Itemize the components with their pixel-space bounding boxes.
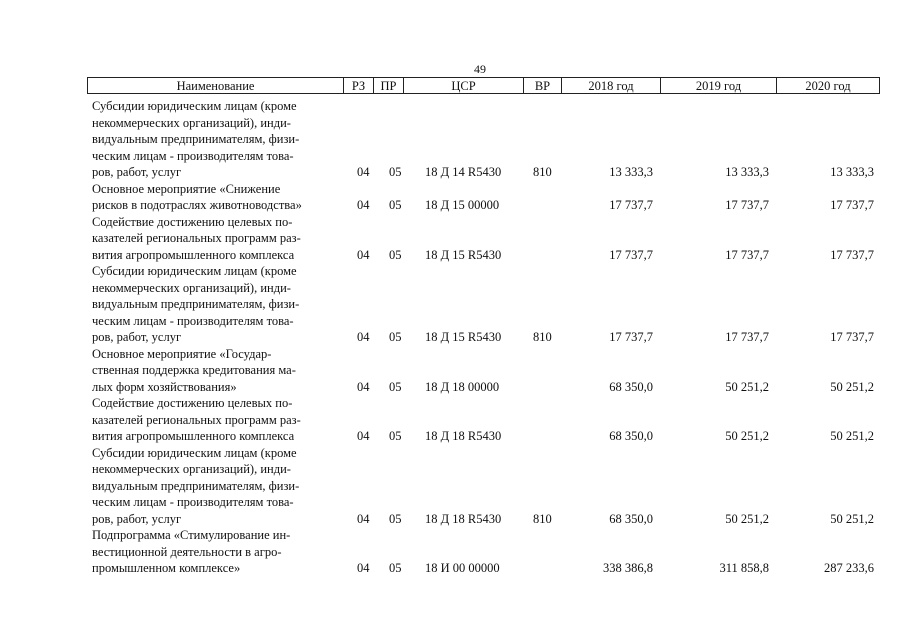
cell-2019: 50 251,2 (725, 429, 769, 443)
cell-2019: 17 737,7 (725, 330, 769, 344)
row-name-line: казателей региональных программ раз- (92, 412, 301, 427)
cell-pr: 05 (389, 511, 402, 526)
row-name-line: вития агропромышленного комплекса (92, 247, 295, 262)
table-row (0, 181, 905, 214)
row-name-line: промышленном комплексе» (92, 561, 241, 575)
row-name (92, 214, 344, 264)
row-name-line: некоммерческих организаций), инди- (92, 280, 291, 295)
cell-csr: 18 Д 15 R5430 (425, 247, 502, 262)
cell-2020: 17 737,7 (830, 247, 874, 262)
row-name (92, 98, 344, 181)
cell-2019: 13 333,3 (725, 165, 769, 179)
table-row (0, 445, 905, 528)
cell-vr: 810 (533, 330, 552, 344)
row-name-line: видуальным предпринимателям, физи- (92, 478, 300, 493)
row-name-line: ров, работ, услуг (92, 511, 182, 526)
table-row (0, 346, 905, 396)
row-name (92, 527, 344, 577)
cell-csr: 18 Д 15 00000 (425, 198, 500, 212)
cell-2019: 311 858,8 (719, 561, 769, 575)
cell-pr: 05 (389, 165, 402, 179)
cell-rz: 04 (357, 429, 370, 443)
cell-rz: 04 (357, 330, 370, 344)
cell-pr: 05 (389, 429, 402, 443)
cell-rz: 04 (357, 379, 370, 394)
table-row (0, 263, 905, 346)
cell-pr: 05 (389, 330, 402, 344)
cell-2020: 50 251,2 (830, 429, 874, 443)
cell-2019: 17 737,7 (725, 198, 769, 212)
row-name-line: ров, работ, услуг (92, 330, 182, 344)
row-name-line: Субсидии юридическим лицам (кроме (92, 445, 297, 460)
header-2019: 2019 год (661, 78, 777, 93)
row-name-line: рисков в подотраслях животноводства» (92, 198, 302, 212)
header-2020: 2020 год (805, 79, 851, 93)
cell-csr: 18 Д 18 00000 (425, 379, 500, 394)
cell-2018: 17 737,7 (609, 247, 653, 262)
row-name-line: вития агропромышленного комплекса (92, 429, 295, 443)
cell-2018: 68 350,0 (609, 511, 653, 526)
row-name-line: ственная поддержка кредитования ма- (92, 363, 296, 377)
header-csr: ЦСР (404, 78, 524, 93)
row-name-line: Основное мероприятие «Государ- (92, 346, 272, 361)
cell-rz: 04 (357, 511, 370, 526)
row-name-line: ров, работ, услуг (92, 165, 182, 179)
row-name-line: Субсидии юридическим лицам (кроме (92, 264, 297, 278)
table-row (0, 214, 905, 264)
row-name (92, 263, 344, 346)
cell-2018: 68 350,0 (609, 429, 653, 443)
cell-pr: 05 (389, 379, 402, 394)
row-name (92, 445, 344, 528)
table-header (87, 77, 880, 94)
cell-2018: 338 386,8 (603, 561, 653, 575)
row-name-line: Основное мероприятие «Снижение (92, 181, 281, 196)
cell-2018: 13 333,3 (609, 165, 653, 179)
cell-vr: 810 (533, 511, 552, 526)
cell-pr: 05 (389, 561, 402, 575)
row-name-line: Содействие достижению целевых по- (92, 214, 293, 229)
cell-2020: 50 251,2 (830, 511, 874, 526)
cell-2020: 13 333,3 (830, 165, 874, 179)
row-name-line: вестиционной деятельности в агро- (92, 544, 282, 559)
cell-rz: 04 (357, 165, 370, 179)
cell-rz: 04 (357, 561, 370, 575)
cell-csr: 18 И 00 00000 (425, 561, 500, 575)
row-name-line: Содействие достижению целевых по- (92, 396, 293, 410)
cell-2019: 17 737,7 (725, 247, 769, 262)
cell-csr: 18 Д 15 R5430 (425, 330, 502, 344)
row-name-line: Подпрограмма «Стимулирование ин- (92, 528, 291, 542)
row-name-line: Субсидии юридическим лицам (кроме (92, 99, 297, 113)
cell-rz: 04 (357, 198, 370, 212)
row-name-line: некоммерческих организаций), инди- (92, 115, 291, 130)
row-name-line: лых форм хозяйствования» (92, 379, 237, 394)
header-vr: ВР (524, 78, 562, 93)
header-rz: РЗ (344, 78, 374, 93)
row-name-line: некоммерческих организаций), инди- (92, 462, 291, 476)
cell-2019: 50 251,2 (725, 511, 769, 526)
header-name: Наименование (88, 78, 344, 93)
cell-2020: 50 251,2 (830, 379, 874, 394)
header-pr: ПР (374, 78, 404, 93)
row-name (92, 181, 344, 214)
cell-csr: 18 Д 14 R5430 (425, 165, 502, 179)
cell-2020: 17 737,7 (830, 198, 874, 212)
cell-2018: 17 737,7 (609, 330, 653, 344)
row-name-line: видуальным предпринимателям, физи- (92, 297, 300, 311)
row-name-line: видуальным предпринимателям, физи- (92, 132, 300, 146)
table-row (0, 527, 905, 577)
cell-rz: 04 (357, 247, 370, 262)
row-name (92, 346, 344, 396)
row-name (92, 395, 344, 445)
page-number: 49 (474, 62, 486, 76)
cell-vr: 810 (533, 165, 552, 179)
cell-csr: 18 Д 18 R5430 (425, 429, 502, 443)
cell-2020: 17 737,7 (830, 330, 874, 344)
row-name-line: ческим лицам - производителям това- (92, 148, 294, 163)
row-name-line: ческим лицам - производителям това- (92, 313, 294, 328)
cell-2018: 68 350,0 (609, 379, 653, 394)
cell-2018: 17 737,7 (609, 198, 653, 212)
cell-2019: 50 251,2 (725, 379, 769, 394)
cell-pr: 05 (389, 198, 402, 212)
table-row (0, 395, 905, 445)
table-row (0, 98, 905, 181)
header-2018: 2018 год (562, 78, 661, 93)
row-name-line: ческим лицам - производителям това- (92, 495, 294, 509)
cell-csr: 18 Д 18 R5430 (425, 511, 502, 526)
row-name-line: казателей региональных программ раз- (92, 231, 301, 245)
cell-2020: 287 233,6 (824, 561, 874, 575)
cell-pr: 05 (389, 247, 402, 262)
